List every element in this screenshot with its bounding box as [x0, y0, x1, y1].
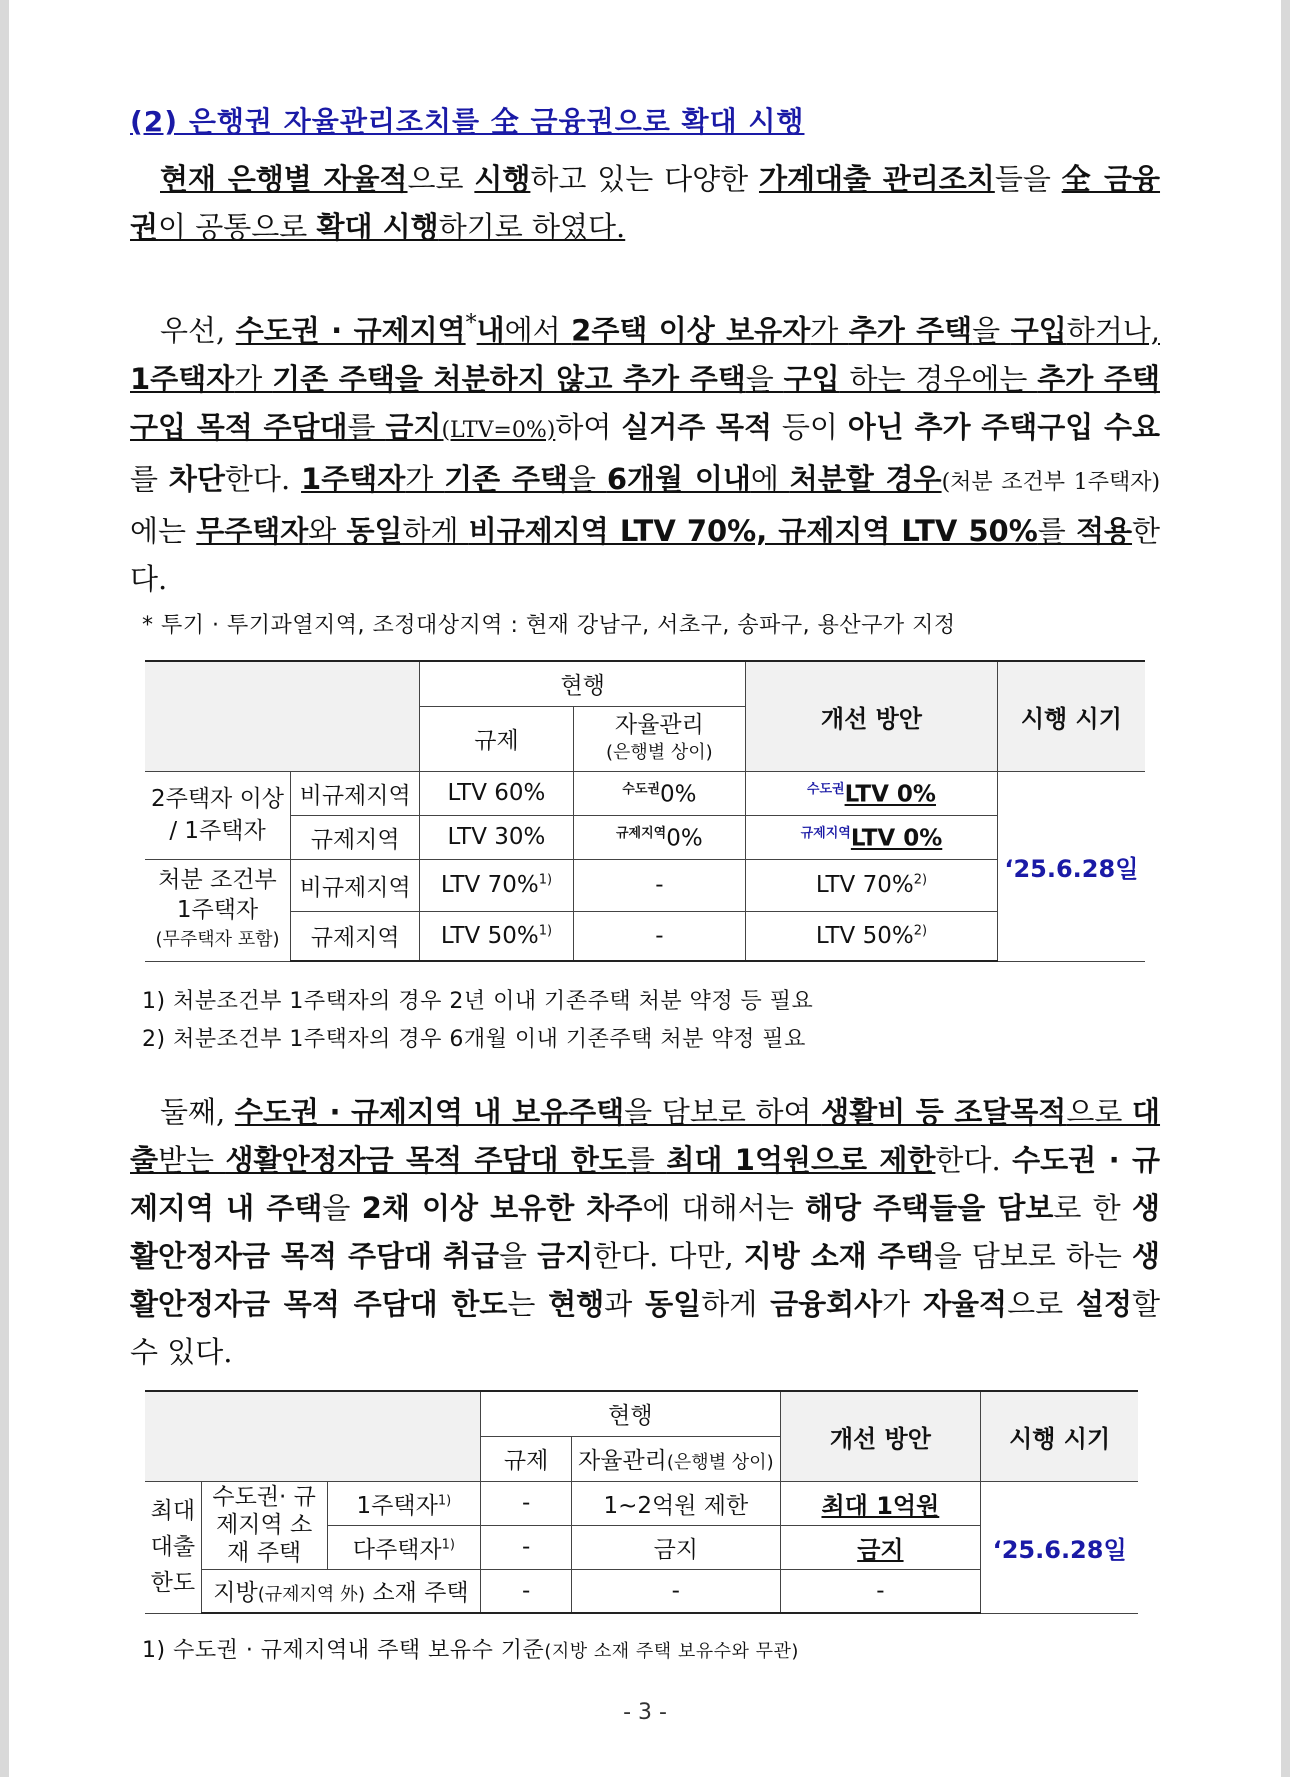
table-header-empty: [145, 661, 420, 771]
ltv-table: [145, 660, 1145, 962]
table-header-empty: [145, 1391, 481, 1481]
group-conditional: 처분 조건부 1주택자 (무주택자 포함): [145, 859, 290, 961]
page-number: - 3 -: [623, 1700, 667, 1725]
row-label: 1주택자$^{1)}$: [327, 1481, 481, 1525]
living-fund-table: [145, 1390, 1138, 1614]
row-label: 지방(규제지역 外) 소재 주택: [201, 1569, 480, 1613]
cell-self: 1~2억원 제한: [572, 1481, 780, 1525]
paragraph-intro: 현재 은행별 자율적으로 시행하고 있는 다양한 가계대출 관리조치들을 全 금융권이 공통으로 확대 시행하기로 하였다.: [130, 162, 1161, 244]
cell-plan: LTV 50%$^{2)}$: [746, 911, 998, 961]
header-date: 시행 시기: [997, 661, 1145, 771]
row-label: 다주택자$^{1)}$: [327, 1525, 481, 1569]
footnote-regulated-areas: * 투기 · 투기과열지역, 조정대상지역 : 현재 강남구, 서초구, 송파구, 용산구가 지정: [142, 613, 956, 638]
cell-reg: -: [481, 1525, 572, 1569]
cell-reg: LTV 50%$^{1)}$: [420, 911, 573, 961]
group-capital-region: 수도권· 규제지역 소재 주택: [201, 1481, 327, 1569]
table-footnote-2: 2) 처분조건부 1주택자의 경우 6개월 이내 기존주택 처분 약정 필요: [142, 1027, 806, 1052]
header-self-management: 자율관리(은행별 상이): [572, 1436, 780, 1481]
date-cell: ‘25.6.28일: [981, 1481, 1138, 1613]
cell-plan: $^{규제지역}$LTV 0%: [746, 815, 998, 859]
cell-self: -: [572, 1569, 780, 1613]
date-cell: ‘25.6.28일: [997, 771, 1145, 961]
table2-footnote: 1) 수도권 · 규제지역내 주택 보유수 기준(지방 소재 주택 보유수와 무관): [142, 1638, 799, 1663]
region-label: 규제지역: [290, 815, 419, 859]
header-regulation: 규제: [481, 1436, 572, 1481]
document-page: [130, 0, 1160, 1777]
cell-self: $^{규제지역}$0%: [573, 815, 746, 859]
cell-self: 금지: [572, 1525, 780, 1569]
right-page-edge: [1281, 0, 1290, 1777]
cell-reg: -: [481, 1481, 572, 1525]
table-footnote-1: 1) 처분조건부 1주택자의 경우 2년 이내 기존주택 처분 약정 등 필요: [142, 989, 814, 1014]
region-label: 규제지역: [290, 911, 419, 961]
header-regulation: 규제: [420, 706, 573, 771]
cell-reg: -: [481, 1569, 572, 1613]
region-label: 비규제지역: [290, 859, 419, 911]
cell-self: $^{수도권}$0%: [573, 771, 746, 815]
paragraph-first-measure: 우선, 수도권 · 규제지역*내에서 2주택 이상 보유자가 추가 주택을 구입하거나, 1주택자가 기존 주택을 처분하지 않고 추가 주택을 구입 하는 경우에는 추가 주택구입 목적 주담대를 금지(LTV=0%)하여 실거주 목적 등이 아닌 추가 주택구입 수요를 차단한다. 1주택자가 기존 주택을 6개월 이내에 처분할 경우(처분 조건부 1주택자)에는 무주택자와 동일하게 비규제지역 LTV 70%, 규제지역 LTV 50%를 적용한다.: [130, 311, 1161, 596]
cell-reg: LTV 70%$^{1)}$: [420, 859, 573, 911]
header-plan: 개선 방안: [780, 1391, 981, 1481]
cell-plan: -: [780, 1569, 981, 1613]
side-label: 최대 대출 한도: [145, 1481, 201, 1613]
left-page-edge: [0, 0, 9, 1777]
header-plan: 개선 방안: [746, 661, 998, 771]
section-heading: (2) 은행권 자율관리조치를 全 금융권으로 확대 시행: [130, 105, 805, 138]
paragraph-second-measure: 둘째, 수도권 · 규제지역 내 보유주택을 담보로 하여 생활비 등 조달목적으로 대출받는 생활안정자금 목적 주담대 한도를 최대 1억원으로 제한한다. 수도권 · 규제지역 내 주택을 2채 이상 보유한 차주에 대해서는 해당 주택들을 담보로 한 생활안정자금 목적 주담대 취급을 금지한다. 다만, 지방 소재 주택을 담보로 하는 생활안정자금 목적 주담대 한도는 현행과 동일하게 금융회사가 자율적으로 설정할 수 있다.: [130, 1095, 1161, 1369]
cell-plan: 최대 1억원: [780, 1481, 981, 1525]
text-span: 현재 은행별 자율적: [160, 162, 408, 196]
header-current: 현행: [481, 1391, 780, 1436]
cell-reg: LTV 30%: [420, 815, 573, 859]
header-self-management: 자율관리 (은행별 상이): [573, 706, 746, 771]
group-multi-home: 2주택자 이상 / 1주택자: [145, 771, 290, 859]
cell-plan: $^{수도권}$LTV 0%: [746, 771, 998, 815]
cell-self: -: [573, 911, 746, 961]
cell-self: -: [573, 859, 746, 911]
header-date: 시행 시기: [981, 1391, 1138, 1481]
cell-reg: LTV 60%: [420, 771, 573, 815]
cell-plan: 금지: [780, 1525, 981, 1569]
cell-plan: LTV 70%$^{2)}$: [746, 859, 998, 911]
header-current: 현행: [420, 661, 746, 706]
region-label: 비규제지역: [290, 771, 419, 815]
